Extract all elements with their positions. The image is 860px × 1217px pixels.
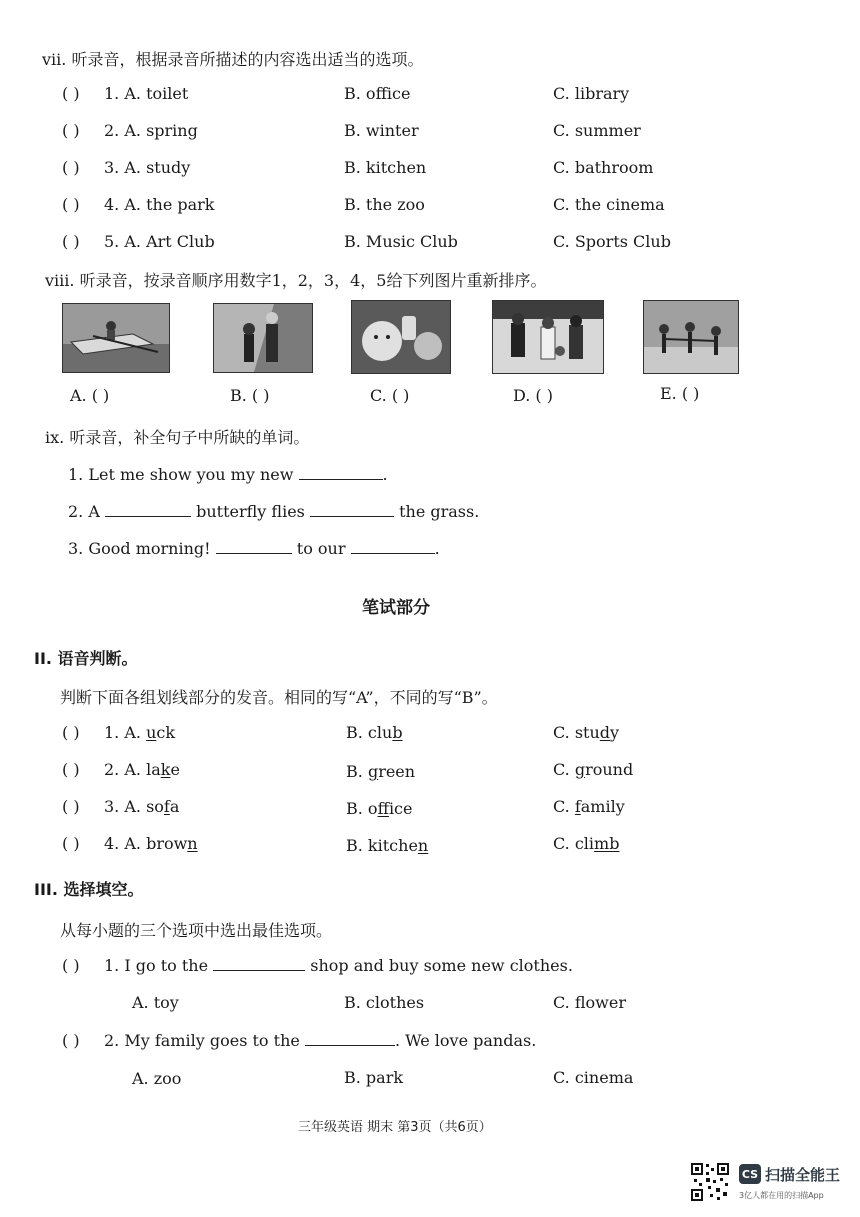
- answer-paren: ( ): [62, 84, 80, 103]
- picture-label-c: C. ( ): [370, 386, 410, 405]
- option-c: C. bathroom: [553, 158, 654, 177]
- option-a: 3. A. sofa: [104, 797, 180, 816]
- fill-sentence-3: [68, 539, 440, 558]
- picture-boat: [62, 303, 170, 373]
- option-a: 4. A. brown: [104, 834, 198, 853]
- answer-paren: ( ): [62, 121, 80, 140]
- option-c: C. study: [553, 723, 620, 742]
- sentence-text: to our: [296, 539, 346, 558]
- option-a: 2. A. lake: [104, 760, 180, 779]
- picture-basketball: [492, 300, 604, 374]
- option-b: B. office: [346, 799, 413, 818]
- option-b: B. kitchen: [346, 836, 429, 855]
- option-c: C. the cinema: [553, 195, 665, 214]
- picture-dancing: [643, 300, 739, 374]
- option-b: B. Music Club: [344, 232, 458, 251]
- scanner-tagline: 3亿人都在用的扫描App: [739, 1191, 824, 1200]
- option-b: B. clothes: [344, 993, 425, 1012]
- option-a: 3. A. study: [104, 158, 191, 177]
- option-b: B. winter: [344, 121, 419, 140]
- option-a: 1. A. toilet: [104, 84, 189, 103]
- option-c: C. cinema: [553, 1068, 634, 1087]
- answer-paren: ( ): [62, 195, 80, 214]
- question-1: 1. I go to the shop and buy some new clothes.: [104, 956, 573, 975]
- answer-blank[interactable]: [216, 539, 292, 554]
- section-iii-instruction: 从每小题的三个选项中选出最佳选项。: [60, 921, 333, 940]
- option-a: 5. A. Art Club: [104, 232, 215, 251]
- option-c: C. family: [553, 797, 625, 816]
- option-b: B. the zoo: [344, 195, 425, 214]
- option-a: 4. A. the park: [104, 195, 215, 214]
- option-b: B. kitchen: [344, 158, 427, 177]
- option-c: C. library: [553, 84, 630, 103]
- option-b: B. office: [344, 84, 411, 103]
- qr-code-icon: [690, 1162, 730, 1202]
- picture-people: [213, 303, 313, 373]
- option-a: A. zoo: [132, 1069, 182, 1088]
- option-c: C. flower: [553, 993, 626, 1012]
- answer-paren: ( ): [62, 760, 80, 779]
- option-b: B. park: [344, 1068, 404, 1087]
- fill-sentence-1: [68, 465, 388, 484]
- answer-paren: ( ): [62, 956, 80, 975]
- sentence-text: 3. Good morning!: [68, 539, 211, 558]
- sentence-text: .: [382, 465, 388, 484]
- answer-blank[interactable]: [213, 956, 305, 971]
- answer-blank[interactable]: [351, 539, 435, 554]
- answer-paren: ( ): [62, 158, 80, 177]
- scanner-app-name: 扫描全能王: [765, 1166, 841, 1184]
- section-7-title: ⅶ. 听录音，根据录音所描述的内容选出适当的选项。: [42, 50, 424, 69]
- fill-sentence-2: [68, 502, 479, 521]
- option-a: A. toy: [132, 993, 179, 1012]
- sentence-text: 2. A: [68, 502, 100, 521]
- option-a: 1. A. uck: [104, 723, 176, 742]
- written-part-title: 笔试部分: [362, 598, 430, 618]
- answer-paren: ( ): [62, 834, 80, 853]
- option-c: C. Sports Club: [553, 232, 671, 251]
- picture-label-e: E. ( ): [660, 384, 700, 403]
- section-ii-instruction: 判断下面各组划线部分的发音。相同的写“A”，不同的写“B”。: [60, 688, 498, 707]
- section-ii-title: II. 语音判断。: [34, 649, 138, 668]
- sentence-text: the grass.: [399, 502, 480, 521]
- scanner-logo-icon: CS: [739, 1164, 761, 1184]
- answer-blank[interactable]: [299, 465, 383, 480]
- answer-paren: ( ): [62, 797, 80, 816]
- option-c: C. climb: [553, 834, 620, 853]
- answer-paren: ( ): [62, 723, 80, 742]
- section-8-title: ⅷ. 听录音，按录音顺序用数字1，2，3，4，5给下列图片重新排序。: [45, 271, 547, 290]
- option-b: B. green: [346, 762, 416, 781]
- picture-label-d: D. ( ): [513, 386, 553, 405]
- option-a: 2. A. spring: [104, 121, 198, 140]
- picture-label-b: B. ( ): [230, 386, 270, 405]
- option-b: B. club: [346, 723, 403, 742]
- sentence-text: butterfly flies: [196, 502, 305, 521]
- answer-paren: ( ): [62, 232, 80, 251]
- section-iii-title: III. 选择填空。: [34, 880, 144, 899]
- answer-blank[interactable]: [105, 502, 191, 517]
- picture-label-a: A. ( ): [70, 386, 110, 405]
- option-c: C. summer: [553, 121, 641, 140]
- sentence-text: 1. Let me show you my new: [68, 465, 294, 484]
- page-footer: 三年级英语 期末 第3页（共6页）: [298, 1120, 492, 1135]
- answer-paren: ( ): [62, 1031, 80, 1050]
- picture-kids: [351, 300, 451, 374]
- option-c: C. ground: [553, 760, 634, 779]
- sentence-text: .: [434, 539, 440, 558]
- answer-blank[interactable]: [310, 502, 394, 517]
- answer-blank[interactable]: [305, 1031, 395, 1046]
- section-9-title: ⅸ. 听录音，补全句子中所缺的单词。: [45, 428, 310, 447]
- question-2: 2. My family goes to the . We love pandas.: [104, 1031, 537, 1050]
